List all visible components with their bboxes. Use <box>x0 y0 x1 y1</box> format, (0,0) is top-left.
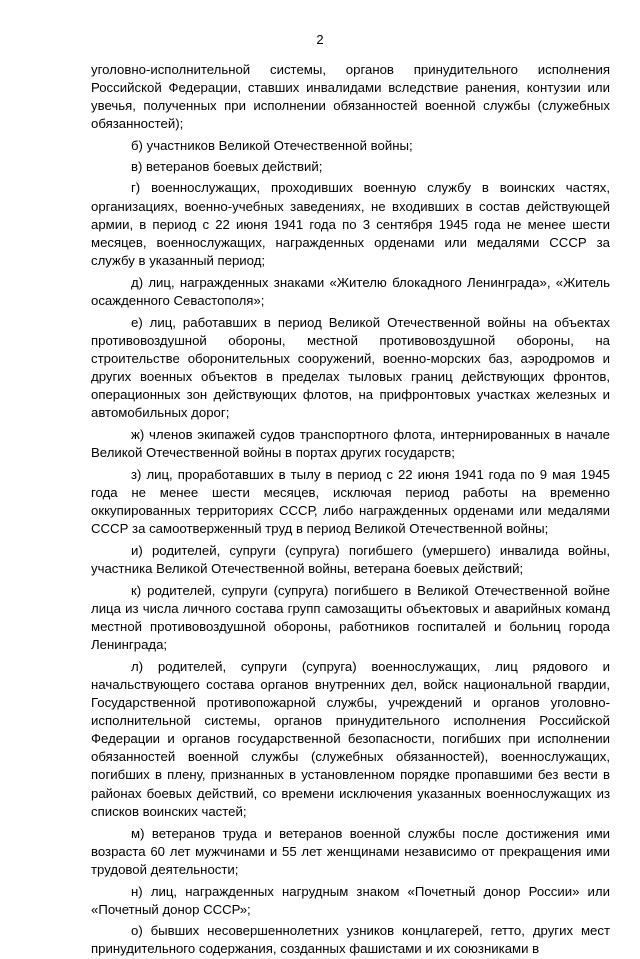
paragraph-z: з) лиц, проработавших в тылу в период с 22 июня 1941 года по 9 мая 1945 года не менее шести месяцев, исключая период работы на временно оккупированных территориях СССР, либо награжденных орденами или медалями СССР за самоотверженный труд в период Великой Отечественной войны; <box>91 466 610 536</box>
paragraph-continuation: уголовно-исполнительной системы, органов принудительного исполнения Российской Федерации, ставших инвалидами вследствие ранения, контузии или увечья, полученных при исполнении обязанностей военной службы (служебных обязанностей); <box>91 62 610 132</box>
paragraph-l: л) родителей, супруги (супруга) военнослужащих, лиц рядового и начальствующего состава органов внутренних дел, войск национальной гвардии, Государственной противопожарной службы, учреждений и органов уголовно-исполнительной системы, органов принудительного исполнения Российской Федерации и органов государственной безопасности, погибших при исполнении обязанностей военной службы (служебных обязанностей), военнослужащих, погибших в плену, признанных в установленном порядке пропавшими без вести в районах боевых действий, со времени исключения указанных военнослужащих из списков воинских частей; <box>91 659 610 819</box>
paragraph-v: в) ветеранов боевых действий; <box>131 159 323 175</box>
paragraph-k: к) родителей, супруги (супруга) погибшего в Великой Отечественной войне лица из числа личного состава групп самозащиты объектовых и аварийных команд местной противовоздушной обороны, работников госпиталей и больниц города Ленинграда; <box>91 583 610 653</box>
paragraph-zh: ж) членов экипажей судов транспортного флота, интернированных в начале Великой Отечественной войны в портах других государств; <box>91 427 610 461</box>
paragraph-o: о) бывших несовершеннолетних узников концлагерей, гетто, других мест принудительного содержания, созданных фашистами и их союзниками в <box>91 923 610 957</box>
paragraph-m: м) ветеранов труда и ветеранов военной службы после достижения ими возраста 60 лет мужчинами и 55 лет женщинами независимо от прекращения ими трудовой деятельности; <box>91 825 610 877</box>
paragraph-b: б) участников Великой Отечественной войны; <box>131 137 413 153</box>
page-number: 2 <box>316 32 324 47</box>
paragraph-e: е) лиц, работавших в период Великой Отечественной войны на объектах противовоздушной обороны, местной противовоздушной обороны, на строительстве оборонительных сооружений, военно-морских баз, аэродромов и других военных объектов в пределах тыловых границ действующих фронтов, операционных зон действующих флотов, на прифронтовых участках железных и автомобильных дорог; <box>91 314 610 421</box>
paragraph-i: и) родителей, супруги (супруга) погибшего (умершего) инвалида войны, участника Великой Отечественной войны, ветерана боевых действий; <box>91 542 610 576</box>
paragraph-g: г) военнослужащих, проходивших военную службу в воинских частях, организациях, военно-учебных заведениях, не входивших в состав действующей армии, в период с 22 июня 1941 года по 3 сентября 1945 года не менее шести месяцев, военнослужащих, награжденных орденами или медалями СССР за службу в указанный период; <box>91 180 610 268</box>
document-body <box>91 61 610 959</box>
paragraph-d: д) лиц, награжденных знаками «Жителю блокадного Ленинграда», «Житель осажденного Севастополя»; <box>91 274 610 308</box>
paragraph-n: н) лиц, награжденных нагрудным знаком «Почетный донор России» или «Почетный донор СССР»; <box>91 883 610 917</box>
